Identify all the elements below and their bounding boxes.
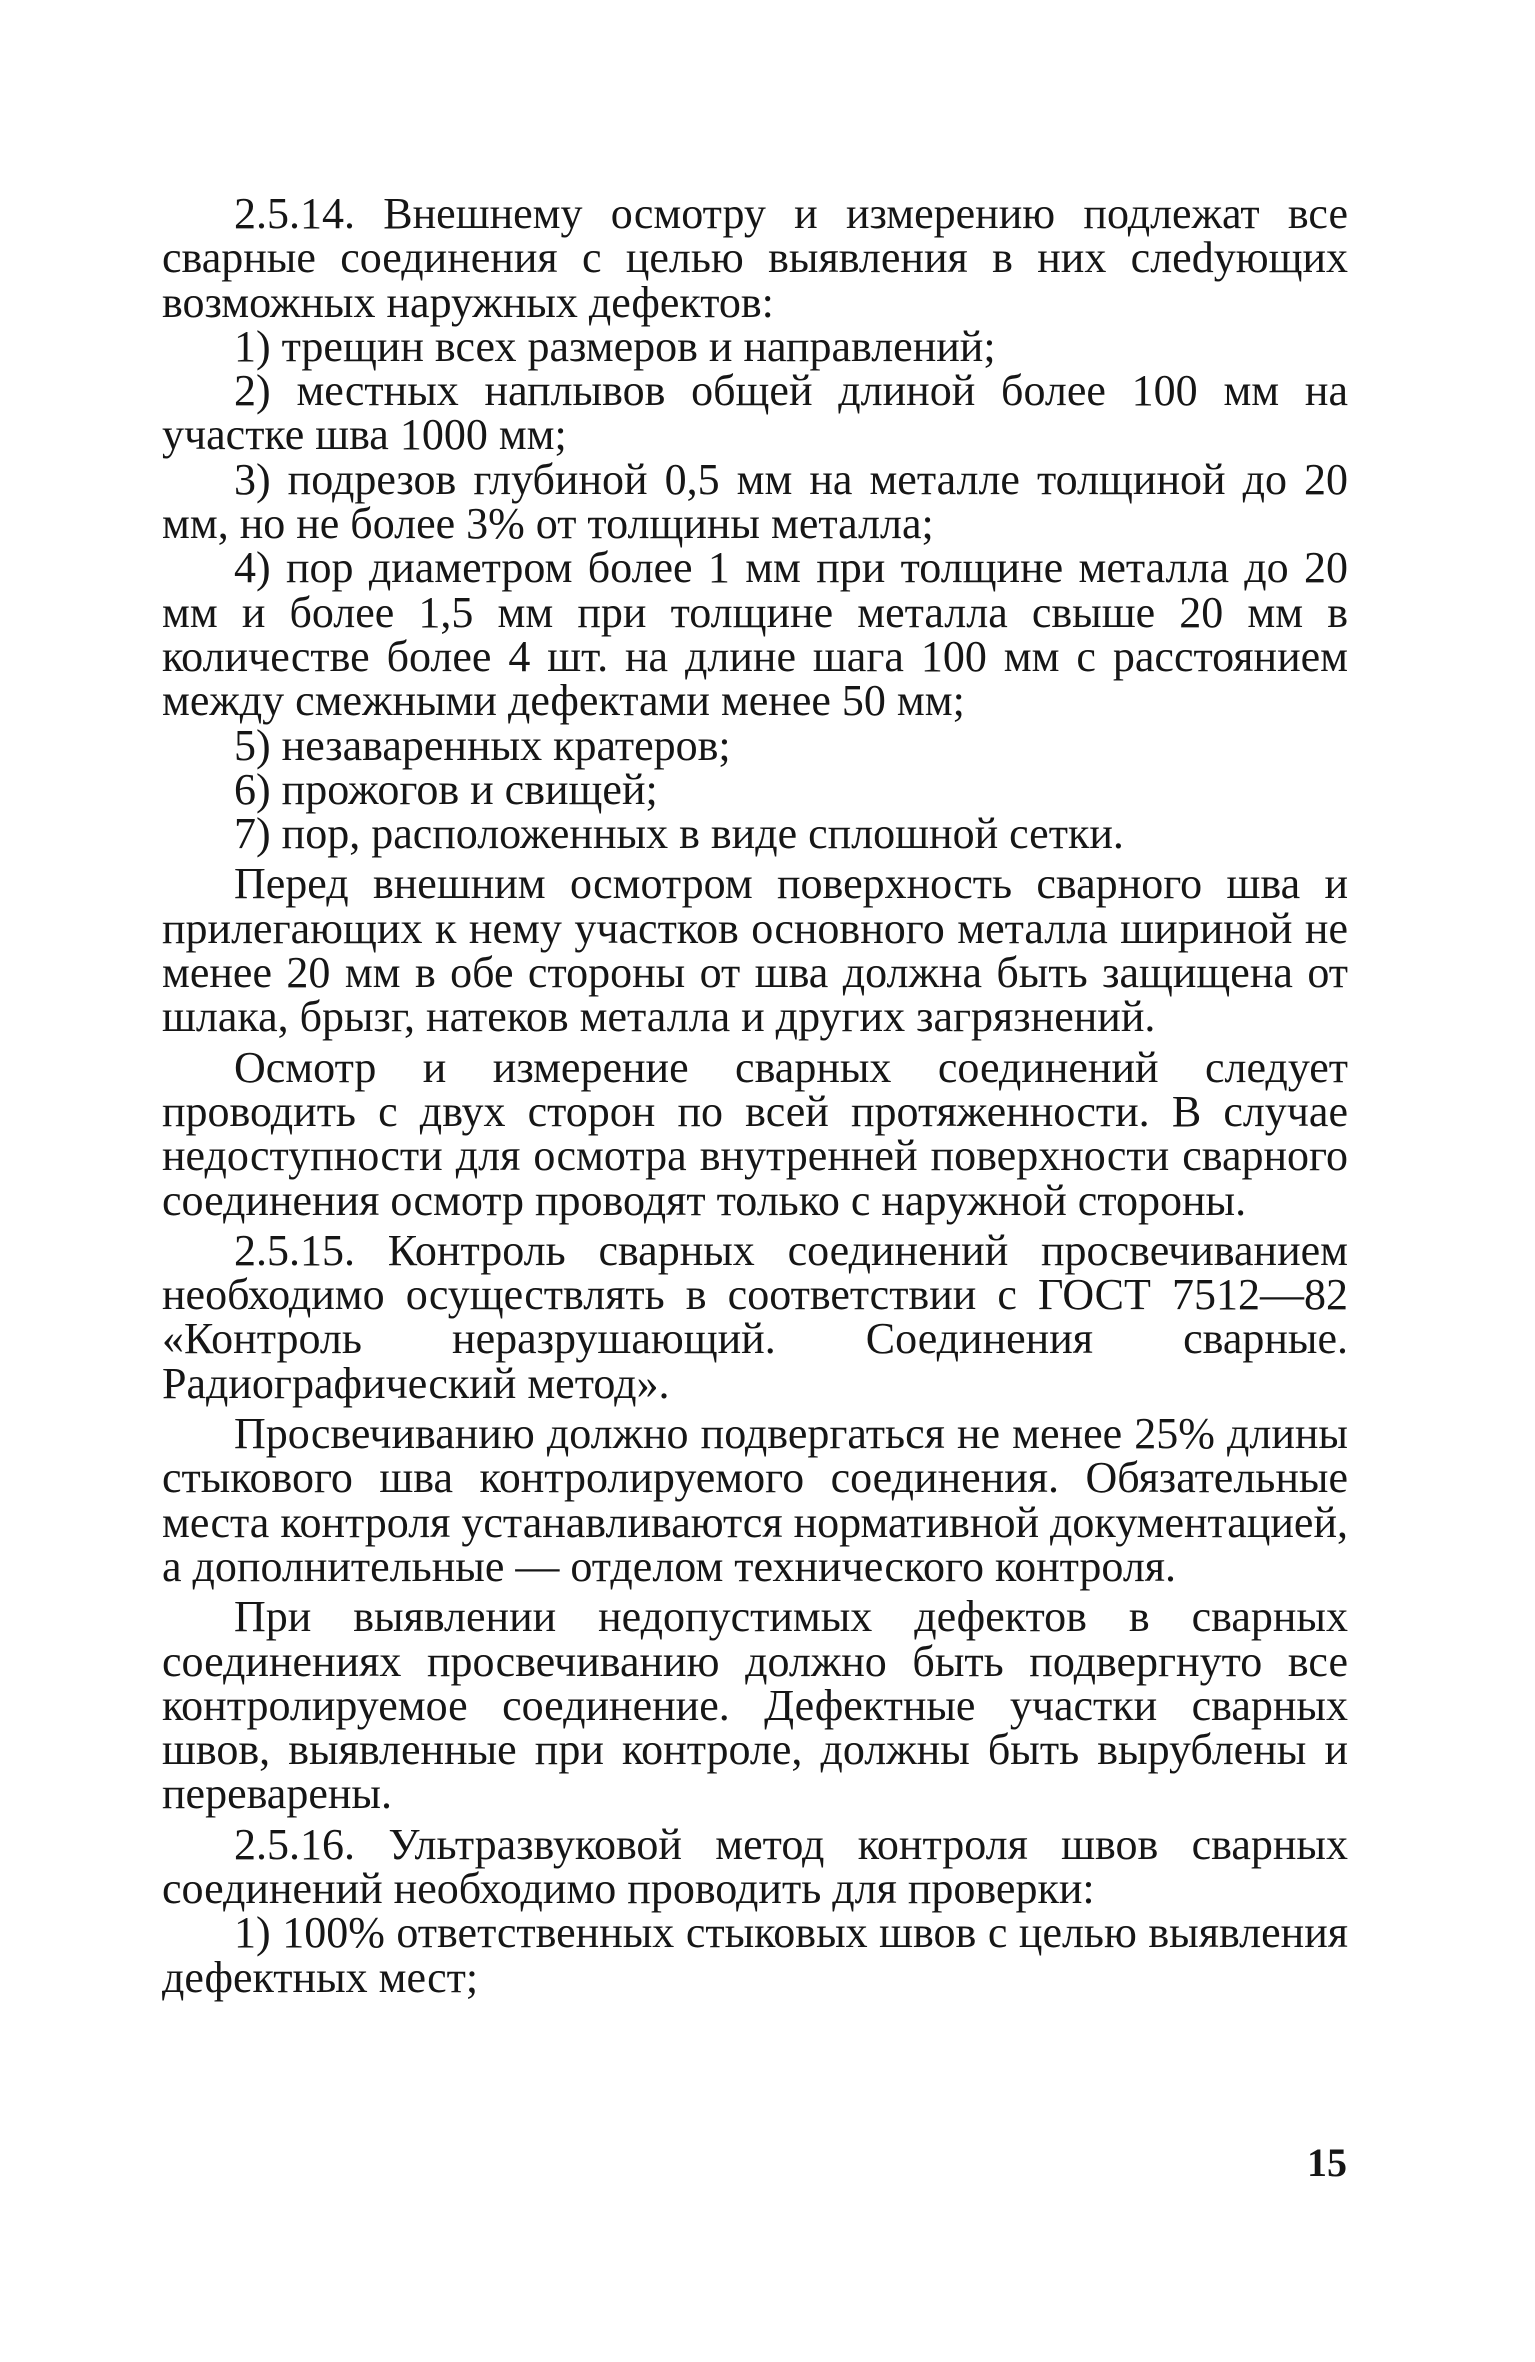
list-item-3-undercuts: 3) подрезов глубиной 0,5 мм на металле толщиной до 20 мм, но не более 3% от толщины металла;: [162, 454, 1348, 549]
list-item-5-craters: 5) незаваренных кратеров;: [234, 720, 731, 770]
list-item-1-cracks: 1) трещин всех размеров и направлений;: [234, 321, 996, 371]
list-item-6-burn-through: 6) прожогов и свищей;: [234, 764, 658, 814]
list-item-7-pore-mesh: 7) пор, расположенных в виде сплошной сетки.: [234, 809, 1124, 859]
paragraph-radiography-share: Просвечиванию должно подвергаться не менее 25% длины стыкового шва контролируемого соединения. Обязательные места контроля устанавливаются нормативной документацией, а дополнительные — отделом технического контроля.: [162, 1409, 1348, 1591]
paragraph-defects-found: При выявлении недопустимых дефектов в сварных соединениях просвечиванию должно быть подвергнуто все контролируемое соединение. Дефектные участки сварных швов, выявленные при контроле, должны быть вырублены и переварены.: [162, 1592, 1348, 1819]
list-item-ultrasonic-1: 1) 100% ответственных стыковых швов с целью выявления дефектных мест;: [162, 1908, 1348, 2002]
paragraph-2-5-15: 2.5.15. Контроль сварных соединений просвечиванием необходимо осуществлять в соответствии с ГОСТ 7512—82 «Контроль неразрушающий. Соединения сварные. Радиографический метод».: [162, 1225, 1348, 1408]
page-number: 15: [1307, 2140, 1347, 2185]
paragraph-2-5-16: 2.5.16. Ультразвуковой метод контроля швов сварных соединений необходимо проводить для проверки:: [162, 1819, 1348, 1913]
list-item-2-overlaps: 2) местных наплывов общей длиной более 100 мм на участке шва 1000 мм;: [162, 366, 1348, 460]
page-text: [162, 189, 1348, 2002]
paragraph-2-5-14: 2.5.14. Внешнему осмотру и измерению подлежат все сварные соединения с целью выявления в них слеdующих возможных наружных дефектов:: [162, 189, 1348, 327]
list-item-4-pores: 4) пор диаметром более 1 мм при толщине металла до 20 мм и более 1,5 мм при толщине металла свыше 20 мм в количестве более 4 шт. на длине шага 100 мм с расстоянием между смежными дефектами менее 50 мм;: [162, 543, 1348, 726]
paragraph-inspection-sides: Осмотр и измерение сварных соединений следует проводить с двух сторон по всей протяженности. В случае недоступности для осмотра внутренней поверхности сварного соединения осмотр проводят только с наружной стороны.: [162, 1042, 1348, 1225]
paragraph-before-inspection: Перед внешним осмотром поверхность сварного шва и прилегающих к нему участков основного металла шириной не менее 20 мм в обе стороны от шва должна быть защищена от шлака, брызг, натеков металла и других загрязнений.: [162, 859, 1348, 1042]
